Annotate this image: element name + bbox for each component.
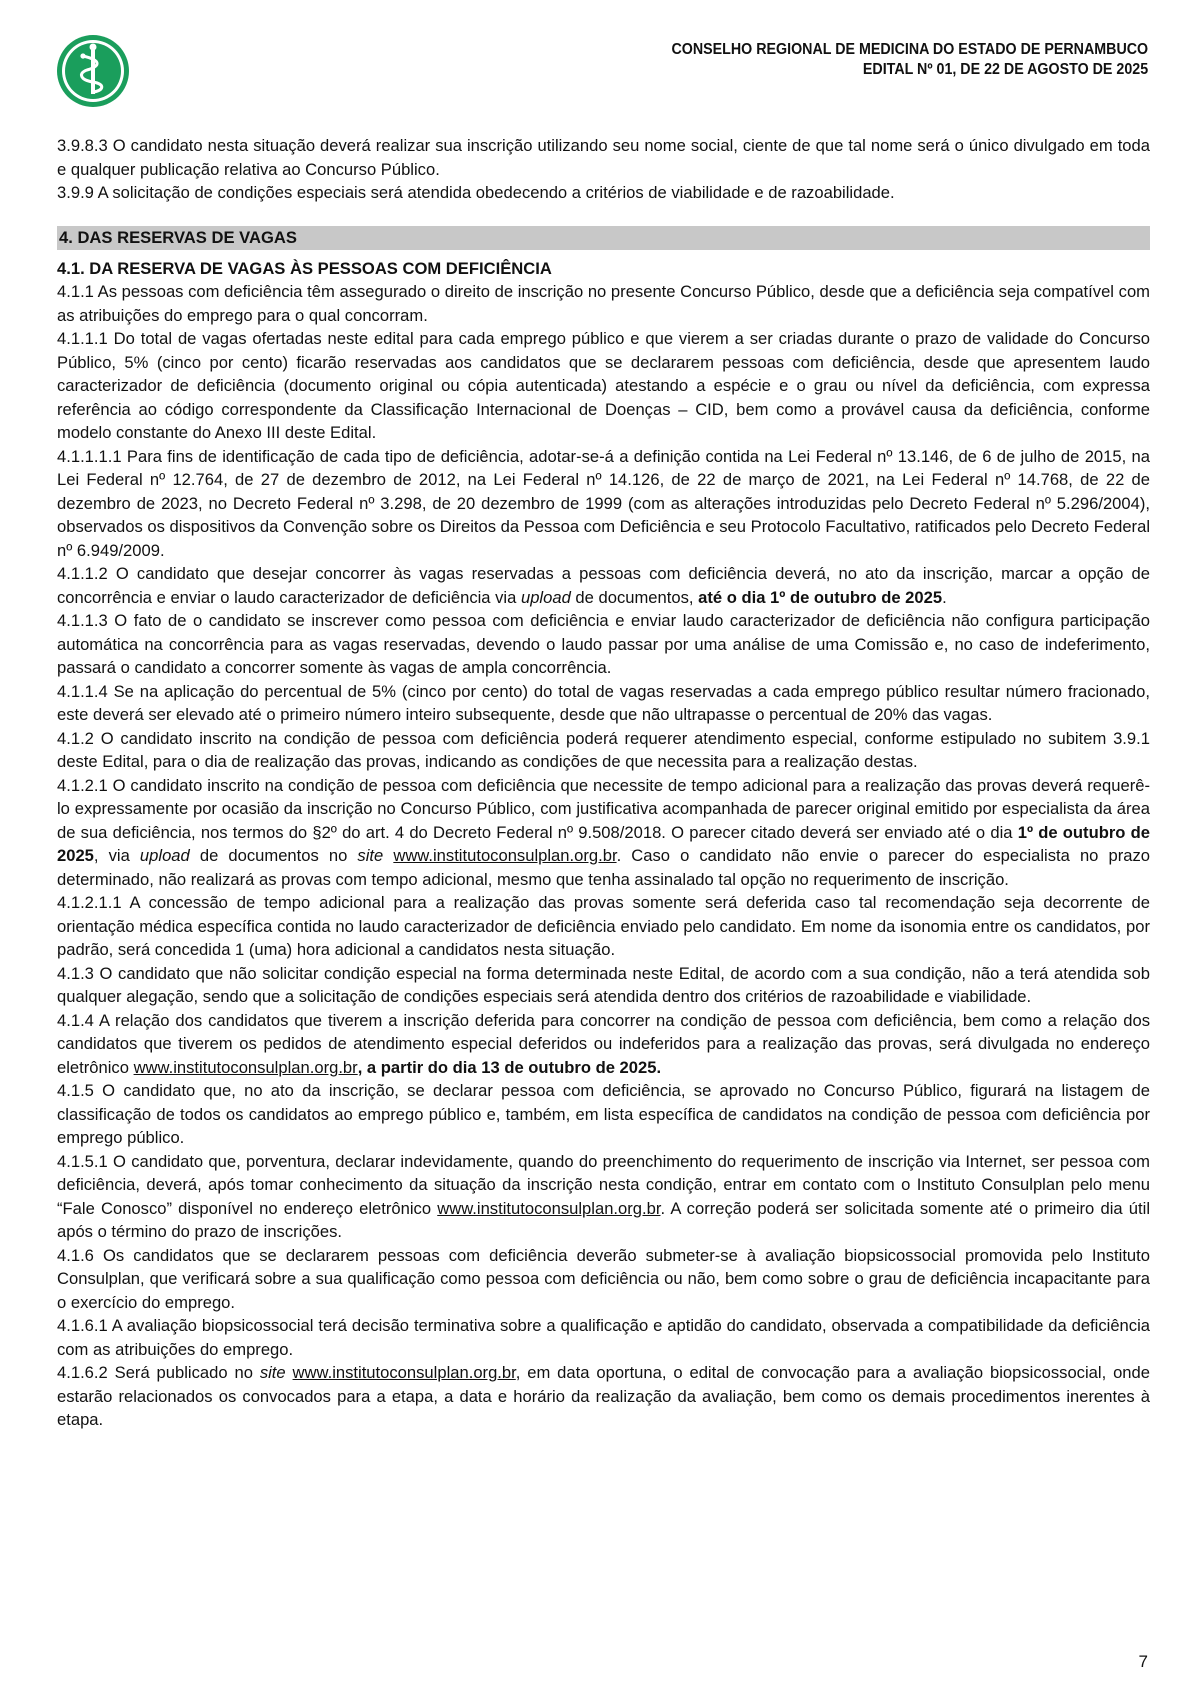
section-title-4: 4. DAS RESERVAS DE VAGAS [57,226,1150,250]
paragraph-4-1-4: 4.1.4 A relação dos candidatos que tiverem a inscrição deferida para concorrer na condição de pessoa com deficiência, bem como a relação dos candidatos que tiverem os pedidos de atendimento especial deferidos ou indeferidos para a realização das provas, será divulgada no endereço eletrônico www.institutoconsulplan.org.br, a partir do dia 13 de outubro de 2025. [57,1010,1150,1077]
paragraph-4-1-6-1: 4.1.6.1 A avaliação biopsicossocial terá decisão terminativa sobre a qualificação e aptidão do candidato, observada a compatibilidade da deficiência com as atribuições do emprego. [57,1316,1150,1359]
subsection-title-4-1: 4.1. DA RESERVA DE VAGAS ÀS PESSOAS COM DEFICIÊNCIA [57,258,552,278]
consulplan-link[interactable]: www.institutoconsulplan.org.br [133,1057,358,1077]
consulplan-link[interactable]: www.institutoconsulplan.org.br [292,1363,516,1382]
paragraph-4-1-6: 4.1.6 Os candidatos que se declararem pessoas com deficiência deverão submeter-se à avaliação biopsicossocial promovida pelo Instituto Consulplan, que verificará sobre a sua qualificação como pessoa com deficiência ou não, bem como sobre o grau de deficiência incapacitante para o exercício do emprego. [57,1245,1150,1312]
consulplan-link[interactable]: www.institutoconsulplan.org.br [393,846,617,865]
page-number: 7 [1138,1652,1148,1671]
header-edital: EDITAL Nº 01, DE 22 DE AGOSTO DE 2025 [862,61,1148,78]
paragraph-4-1-3: 4.1.3 O candidato que não solicitar condição especial na forma determinada neste Edital, de acordo com a sua condição, não a terá atendida sob qualquer alegação, sendo que a solicitação de condições especiais será atendida dentro dos critérios de razoabilidade e viabilidade. [57,963,1150,1006]
paragraph-4-1-2-1-1: 4.1.2.1.1 A concessão de tempo adicional para a realização das provas somente será deferida caso tal recomendação seja decorrente de orientação médica específica contida no laudo caracterizador de deficiência enviado pelo candidato. Em nome da isonomia entre os candidatos, por padrão, será concedida 1 (uma) hora adicional a candidatos nesta situação. [57,893,1150,959]
paragraph-4-1-1-3: 4.1.1.3 O fato de o candidato se inscrever como pessoa com deficiência e enviar laudo caracterizador de deficiência não configura participação automática na concorrência para as vagas reservadas, devendo o laudo passar por uma análise de uma Comissão e, no caso de indeferimento, passará o candidato a concorrer somente às vagas de ampla concorrência. [57,611,1150,677]
paragraph-4-1-2-1: 4.1.2.1 O candidato inscrito na condição de pessoa com deficiência que necessite de tempo adicional para a realização das provas deverá requerê-lo expressamente por ocasião da inscrição no Concurso Público, com justificativa acompanhada de parecer original emitido por especialista da área de sua deficiência, nos termos do §2º do art. 4 do Decreto Federal nº 9.508/2018. O parecer citado deverá ser enviado até o dia 1º de outubro de 2025, via upload de documentos no site www.institutoconsulplan.org.br. Caso o candidato não envie o parecer do especialista no prazo determinado, não realizará as provas com tempo adicional, mesmo que tenha assinalado tal opção no requerimento de inscrição. [57,775,1151,889]
paragraph-4-1-1-2: 4.1.1.2 O candidato que desejar concorrer às vagas reservadas a pessoas com deficiência deverá, no ato da inscrição, marcar a opção de concorrência e enviar o laudo caracterizador de deficiência via upload de documentos, até o dia 1º de outubro de 2025. [57,564,1150,607]
paragraph-4-1-1: 4.1.1 As pessoas com deficiência têm assegurado o direito de inscrição no presente Concurso Público, desde que a deficiência seja compatível com as atribuições do emprego para o qual concorram. [57,282,1150,325]
paragraph-4-1-2: 4.1.2 O candidato inscrito na condição de pessoa com deficiência poderá requerer atendimento especial, conforme estipulado no subitem 3.9.1 deste Edital, para o dia de realização das provas, indicando as condições de que necessita para a realização destas. [57,728,1150,771]
paragraph-3-9-9: 3.9.9 A solicitação de condições especiais será atendida obedecendo a critérios de viabilidade e de razoabilidade. [57,183,895,202]
paragraph-4-1-6-2: 4.1.6.2 Será publicado no site www.institutoconsulplan.org.br, em data oportuna, o edital de convocação para a avaliação biopsicossocial, onde estarão relacionados os convocados para a etapa, a data e horário da realização da avaliação, bem como os demais procedimentos inerentes à etapa. [57,1363,1150,1429]
caduceus-logo-icon [56,34,130,108]
paragraph-4-1-1-4: 4.1.1.4 Se na aplicação do percentual de 5% (cinco por cento) do total de vagas reservadas a cada emprego público resultar número fracionado, este deverá ser elevado até o primeiro número inteiro subsequente, desde que não ultrapasse o percentual de 20% das vagas. [57,681,1150,724]
paragraph-3-9-8-3: 3.9.8.3 O candidato nesta situação deverá realizar sua inscrição utilizando seu nome social, ciente de que tal nome será o único divulgado em toda e qualquer publicação relativa ao Concurso Público. [57,136,1150,179]
document-header [671,40,1148,80]
paragraph-4-1-1-1-1: 4.1.1.1.1 Para fins de identificação de cada tipo de deficiência, adotar-se-á a definição contida na Lei Federal nº 13.146, de 6 de julho de 2015, na Lei Federal nº 12.764, de 27 de dezembro de 2012, na Lei Federal nº 14.126, de 22 de março de 2021, na Lei Federal nº 14.768, de 22 de dezembro de 2023, no Decreto Federal nº 3.298, de 20 dezembro de 1999 (com as alterações introduzidas pelo Decreto Federal nº 5.296/2004), observados os dispositivos da Convenção sobre os Direitos da Pessoa com Deficiência e seu Protocolo Facultativo, ratificados pelo Decreto Federal nº 6.949/2009. [57,446,1150,560]
consulplan-link[interactable]: www.institutoconsulplan.org.br [437,1198,661,1218]
document-body [57,134,1150,1432]
paragraph-4-1-1-1: 4.1.1.1 Do total de vagas ofertadas neste edital para cada emprego público e que vierem a ser criadas durante o prazo de validade do Concurso Público, 5% (cinco por cento) ficarão reservadas aos candidatos que se declararem pessoas com deficiência, desde que apresentem laudo caracterizador de deficiência (documento original ou cópia autenticada) atestando a espécie e o grau ou nível da deficiência, com expressa referência ao código correspondente da Classificação Internacional de Doenças – CID, bem como a provável causa da deficiência, conforme modelo constante do Anexo III deste Edital. [57,329,1150,442]
paragraph-4-1-5-1: 4.1.5.1 O candidato que, porventura, declarar indevidamente, quando do preenchimento do requerimento de inscrição via Internet, ser pessoa com deficiência, deverá, após tomar conhecimento da situação da inscrição nesta condição, entrar em contato com o Instituto Consulplan pelo menu “Fale Conosco” disponível no endereço eletrônico www.institutoconsulplan.org.br. A correção poderá ser solicitada somente até o primeiro dia útil após o término do prazo de inscrições. [57,1151,1151,1241]
paragraph-4-1-5: 4.1.5 O candidato que, no ato da inscrição, se declarar pessoa com deficiência, se aprovado no Concurso Público, figurará na listagem de classificação de todos os candidatos ao emprego público e, também, em lista específica de candidatos na condição de pessoa com deficiência por emprego público. [57,1081,1150,1147]
header-org: CONSELHO REGIONAL DE MEDICINA DO ESTADO DE PERNAMBUCO [671,41,1148,58]
